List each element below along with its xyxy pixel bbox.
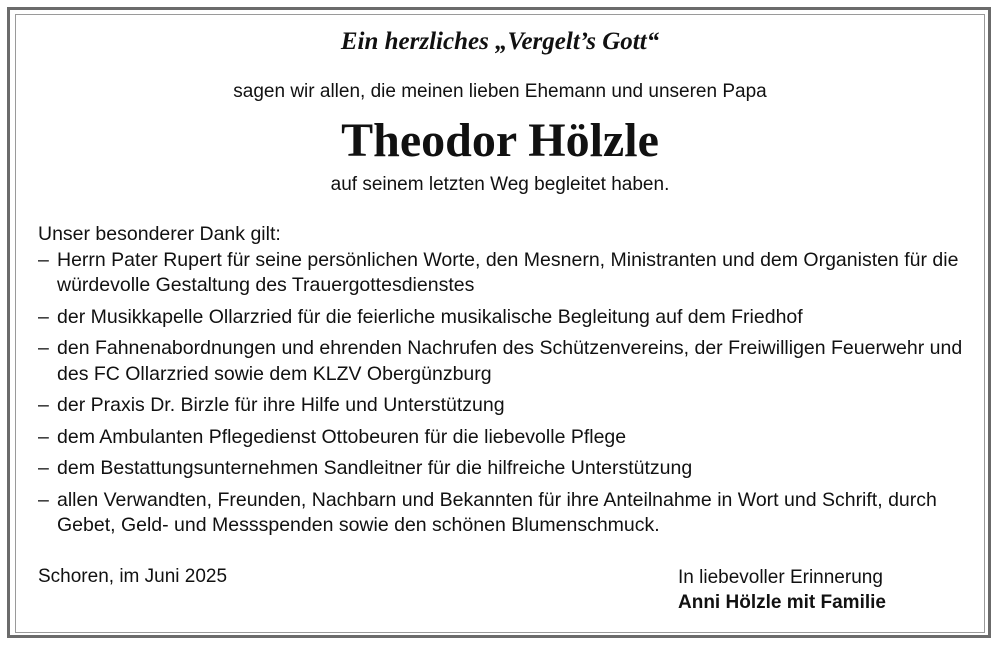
thanks-intro: Unser besonderer Dank gilt: bbox=[38, 223, 281, 245]
deceased-name: Theodor Hölzle bbox=[341, 114, 659, 167]
thanks-item bbox=[38, 305, 968, 331]
dash: – bbox=[38, 457, 49, 479]
after-name-line: auf seinem letzten Weg begleitet haben. bbox=[330, 174, 670, 195]
dash: – bbox=[38, 248, 49, 271]
dash: – bbox=[38, 394, 49, 416]
thanks-item-text: der Musikkapelle Ollarzried für die feierliche musikalische Begleitung auf dem Friedhof bbox=[57, 305, 803, 328]
intro-line: sagen wir allen, die meinen lieben Ehemann und unseren Papa bbox=[233, 81, 767, 102]
signoff-phrase: In liebevoller Erinnerung bbox=[678, 567, 883, 588]
thanks-list bbox=[38, 248, 968, 539]
dash: – bbox=[38, 337, 49, 359]
thanks-item-text: den Fahnenabordnungen und ehrenden Nachrufen des Schützenvereins, der Freiwilligen Feuerwehr und des FC Ollarzried sowie dem KLZV Obergünzburg bbox=[57, 337, 963, 385]
dash: – bbox=[38, 488, 49, 511]
dash: – bbox=[38, 425, 49, 448]
thanks-item bbox=[38, 425, 968, 451]
thanks-item-text: Herrn Pater Rupert für seine persönlichen Worte, den Mesnern, Ministranten und dem Organisten für die würdevolle Gestaltung des Trauergottesdienstes bbox=[57, 248, 959, 296]
signoff bbox=[678, 565, 886, 615]
thanks-item-text: der Praxis Dr. Birzle für ihre Hilfe und Unterstützung bbox=[57, 394, 505, 416]
thanks-item-text: dem Bestattungsunternehmen Sandleitner für die hilfreiche Unterstützung bbox=[57, 457, 693, 479]
thanks-item bbox=[38, 456, 968, 482]
heading: Ein herzliches „Vergelt’s Gott“ bbox=[340, 28, 660, 55]
signoff-family: Anni Hölzle mit Familie bbox=[678, 592, 886, 613]
thanks-item-text: allen Verwandten, Freunden, Nachbarn und Bekannten für ihre Anteilnahme in Wort und Schrift, durch Gebet, Geld- und Messspenden sowie den schönen Blumenschmuck. bbox=[57, 488, 937, 536]
thanks-item bbox=[38, 488, 968, 539]
thanks-item bbox=[38, 248, 968, 299]
thanks-item bbox=[38, 393, 968, 419]
thanks-section bbox=[38, 222, 968, 545]
dash: – bbox=[38, 305, 49, 328]
thanks-item-text: dem Ambulanten Pflegedienst Ottobeuren für die liebevolle Pflege bbox=[57, 425, 627, 448]
thanks-item bbox=[38, 336, 968, 387]
place-date: Schoren, im Juni 2025 bbox=[38, 566, 228, 587]
